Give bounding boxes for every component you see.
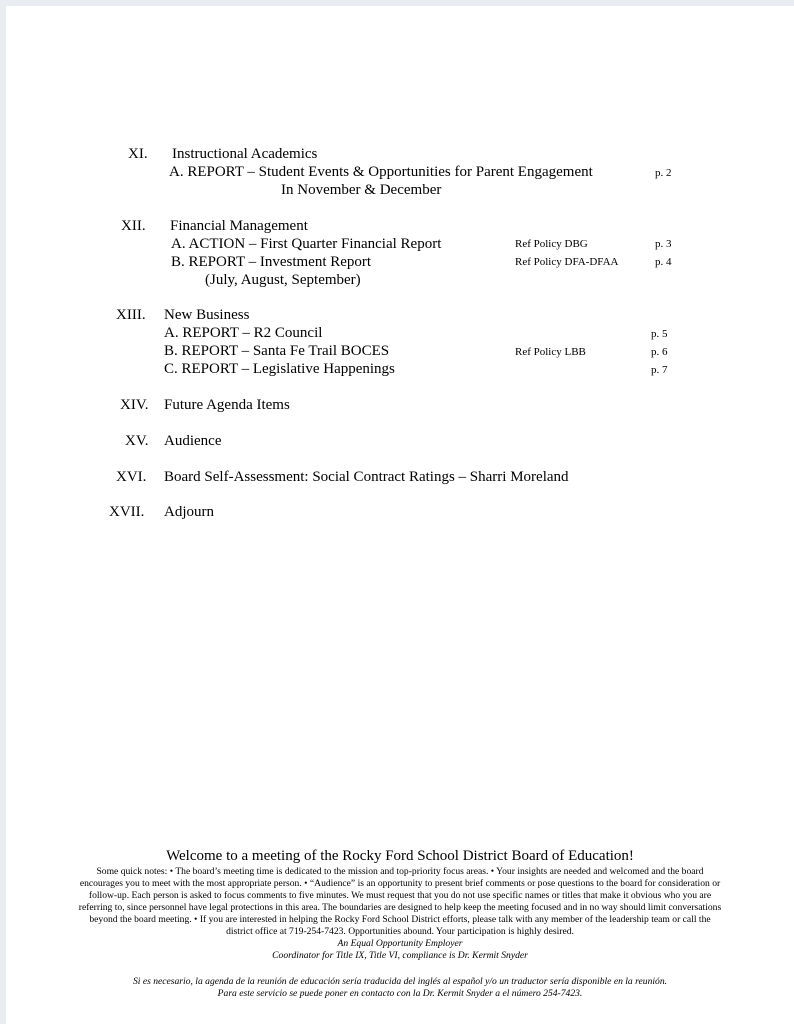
section-xi-title: Instructional Academics — [172, 146, 318, 162]
section-xvii-title: Adjourn — [164, 504, 214, 520]
quick-notes-line: encourages you to meet with the most appropriate person. • “Audience” is an opportunity to present brief comments or pose questions to the board for consideration or — [79, 878, 721, 889]
section-xiii-item-a: A. REPORT – R2 Council — [164, 325, 323, 341]
spanish-notice-line: Para este servicio se puede poner en contacto con la Dr. Kermit Snyder a el número 254-7423. — [217, 988, 583, 999]
spanish-notice-line: Si es necesario, la agenda de la reunión de educación sería traducida del inglés al español y/o un traductor sería disponible en la reunión. — [132, 976, 668, 987]
section-xvi-numeral: XVI. — [116, 469, 147, 485]
section-xii-item-a: A. ACTION – First Quarter Financial Report — [171, 236, 442, 252]
section-xv-numeral: XV. — [125, 433, 149, 449]
section-xii-item-a-ref: Ref Policy DBG — [515, 238, 588, 250]
section-xvi-title: Board Self-Assessment: Social Contract Ratings – Sharri Moreland — [164, 469, 569, 485]
section-xii-item-b-continuation: (July, August, September) — [205, 272, 361, 288]
section-xii-item-b: B. REPORT – Investment Report — [171, 254, 372, 270]
section-xi-item-a: A. REPORT – Student Events & Opportunities for Parent Engagement — [169, 164, 593, 180]
quick-notes — [46, 866, 754, 962]
spanish-notice — [46, 976, 754, 1000]
section-xii-title: Financial Management — [170, 218, 308, 234]
coordinator-line: Coordinator for Title IX, Title VI, compliance is Dr. Kermit Snyder — [272, 950, 528, 961]
section-xi-numeral: XI. — [128, 146, 148, 162]
quick-notes-line: referring to, since personnel have legal protections in this area. The boundaries are designed to help keep the meeting focused and in no way should limit conversations — [78, 902, 722, 913]
equal-opportunity-line: An Equal Opportunity Employer — [337, 938, 463, 949]
section-xiv-numeral: XIV. — [120, 397, 149, 413]
section-xii-item-b-page: p. 4 — [655, 256, 672, 268]
quick-notes-line: follow-up. Each person is asked to focus comments to five minutes. We must request that you do not use specific names or titles that make it obvious who you are — [88, 890, 712, 901]
section-xi-item-a-page: p. 2 — [655, 167, 672, 179]
section-xiii-title: New Business — [164, 307, 250, 323]
section-xiii-item-b-ref: Ref Policy LBB — [515, 346, 586, 358]
section-xvii-numeral: XVII. — [109, 504, 145, 520]
section-xii-item-b-ref: Ref Policy DFA-DFAA — [515, 256, 619, 268]
section-xiii-item-c: C. REPORT – Legislative Happenings — [164, 361, 395, 377]
quick-notes-line: Some quick notes: • The board’s meeting time is dedicated to the mission and top-priority focus areas. • Your insights are needed and welcomed and the board — [96, 866, 704, 877]
section-xiii-numeral: XIII. — [116, 307, 146, 323]
section-xiii-item-c-page: p. 7 — [651, 364, 668, 376]
section-xi-item-a-continuation: In November & December — [281, 182, 442, 198]
section-xii-item-a-page: p. 3 — [655, 238, 672, 250]
quick-notes-line: beyond the board meeting. • If you are interested in helping the Rocky Ford School District efforts, please talk with any member of the leadership team or call the — [89, 914, 711, 925]
section-xv-title: Audience — [164, 433, 222, 449]
welcome-heading: Welcome to a meeting of the Rocky Ford School District Board of Education! — [166, 848, 634, 864]
section-xii-numeral: XII. — [121, 218, 146, 234]
section-xiii-item-b: B. REPORT – Santa Fe Trail BOCES — [164, 343, 390, 359]
section-xiii-item-a-page: p. 5 — [651, 328, 668, 340]
section-xiv-title: Future Agenda Items — [164, 397, 290, 413]
section-xiii-item-b-page: p. 6 — [651, 346, 668, 358]
quick-notes-line: district office at 719-254-7423. Opportunities abound. Your participation is highly desired. — [226, 926, 574, 937]
agenda-page — [6, 6, 794, 1024]
